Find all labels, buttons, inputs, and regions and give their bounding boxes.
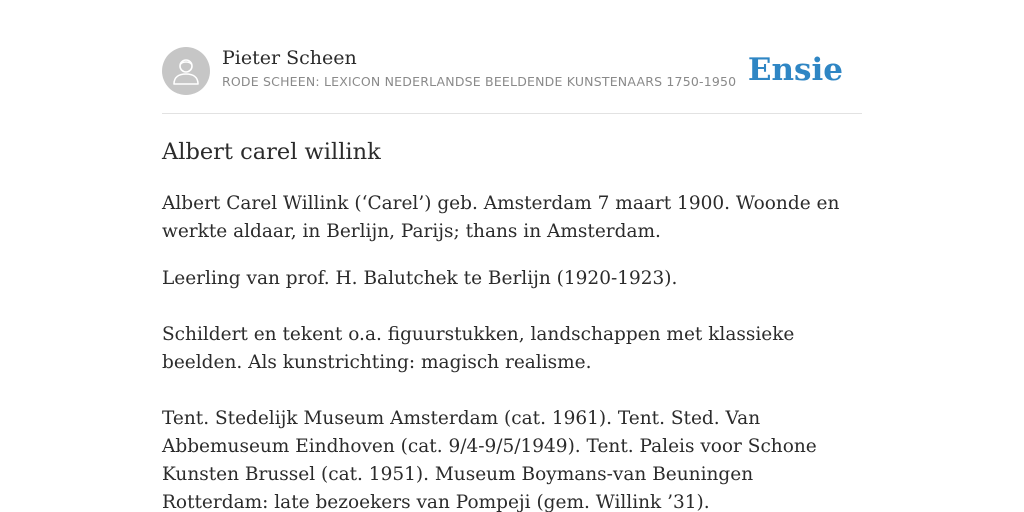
source-title[interactable]: RODE SCHEEN: LEXICON NEDERLANDSE BEELDENDE KUNSTENAARS 1750-1950 (222, 74, 737, 89)
user-silhouette-icon[interactable] (162, 47, 210, 95)
author-name[interactable]: Pieter Scheen (222, 47, 357, 69)
header (162, 46, 862, 96)
ensie-logo[interactable]: Ensie (747, 52, 843, 88)
article-paragraph: Leerling van prof. H. Balutchek te Berlijn (1920-1923). Schildert en tekent o.a. figuurstukken, landschappen met klassieke beelden. Als kunstrichting: magisch realisme. Tent. Stedelijk Museum Amsterdam (cat. 1961). Tent. Sted. Van Abbemuseum Eindhoven (cat. 9/4-9/5/1949). Tent. Paleis voor Schone Kunsten Brussel (cat. 1951). Museum Boymans-van Beuningen Rotterdam: late bezoekers van Pompeji (gem. Willink ’31). (162, 268, 817, 512)
article (162, 136, 862, 512)
header-divider (162, 113, 862, 114)
article-title: Albert carel willink (162, 139, 381, 165)
article-paragraph: Albert Carel Willink (‘Carel’) geb. Amsterdam 7 maart 1900. Woonde en werkte aldaar, in Berlijn, Parijs; thans in Amsterdam. (162, 193, 840, 242)
